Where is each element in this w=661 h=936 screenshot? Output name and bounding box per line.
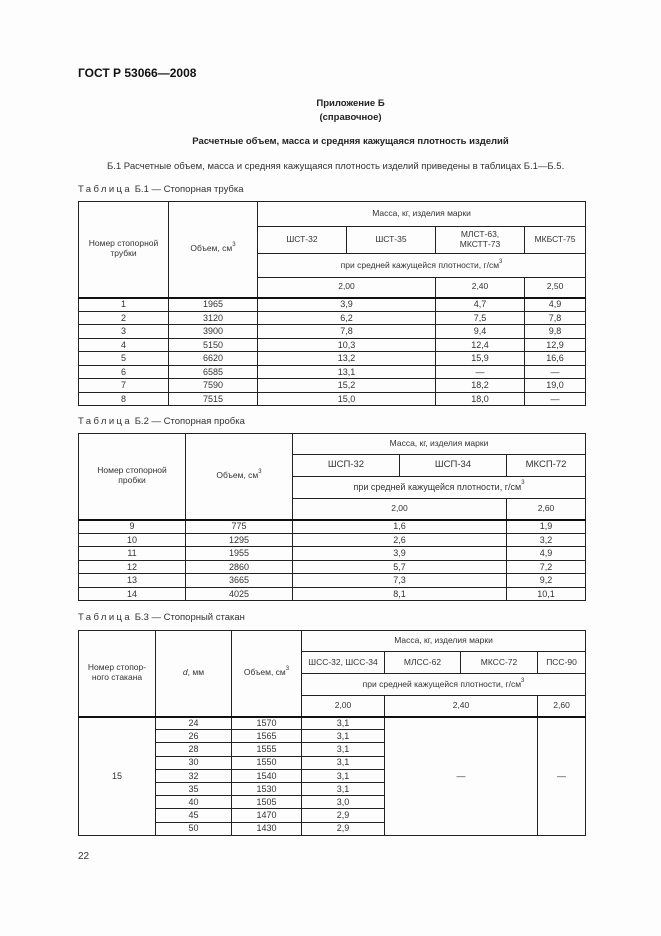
table-cell: 11: [79, 547, 186, 561]
annex-subtitle: (справочное): [319, 112, 382, 123]
table-cell: 5150: [169, 338, 258, 352]
table-cell: 19,0: [525, 379, 586, 393]
header-brand: МЛСТ-63, МКСТТ-73: [436, 227, 525, 254]
table-cell: 13,1: [258, 365, 436, 379]
table-cell: 9,4: [436, 325, 525, 339]
table-cell: 3,1: [302, 782, 385, 795]
table-cell: 16,6: [525, 352, 586, 366]
table-row: [79, 298, 586, 312]
table-row: [79, 547, 586, 561]
table1-caption: Таблица Б.1 — Стопорная трубка: [78, 184, 244, 195]
table-row: [79, 533, 586, 547]
table-cell: 2,6: [293, 533, 507, 547]
table-row: [79, 574, 586, 588]
intro-paragraph: Б.1 Расчетные объем, масса и средняя кажущаяся плотность изделий приведены в таблицах Б.1—Б.5.: [107, 161, 565, 172]
table-cell: 9,2: [507, 574, 586, 588]
table3-caption: Таблица Б.3 — Стопорный стакан: [78, 612, 245, 623]
table-row: [79, 379, 586, 393]
header-number: Номер стопор- ного стакана: [79, 631, 156, 717]
table-cell: 1565: [232, 730, 302, 743]
header-density: 2,40: [436, 278, 525, 298]
table-cell: 3,1: [302, 756, 385, 769]
table-cell: —: [538, 717, 586, 836]
header-brand: ШСС-32, ШСС-34: [302, 652, 385, 674]
table-cell: 4025: [186, 587, 293, 601]
table-cell: 1555: [232, 743, 302, 756]
table-cell: 6585: [169, 365, 258, 379]
table-cell: 1295: [186, 533, 293, 547]
table-cell: 18,0: [436, 392, 525, 406]
table-cell: 4,7: [436, 298, 525, 312]
header-density: 2,60: [507, 499, 586, 520]
table-cell: 1470: [232, 809, 302, 822]
table-cell: —: [436, 365, 525, 379]
header-mass-group: Масса, кг, изделия марки: [258, 202, 586, 227]
table-cell: 6,2: [258, 311, 436, 325]
table-cell: 4: [79, 338, 169, 352]
table-cell: 1505: [232, 796, 302, 809]
table-cell: 1430: [232, 822, 302, 835]
table-cell: 1550: [232, 756, 302, 769]
header-density-label: при средней кажущейся плотности, $г/см^3$: [293, 477, 586, 499]
header-brand: МЛСС-62: [385, 652, 461, 674]
table-cell: 13,2: [258, 352, 436, 366]
table-cell: —: [525, 392, 586, 406]
table-cell: 18,2: [436, 379, 525, 393]
table-cell: 1: [79, 298, 169, 312]
table-cell: 8,1: [293, 587, 507, 601]
header-brand: ШСП-34: [400, 455, 507, 477]
table-row: [79, 560, 586, 574]
table-row: [79, 338, 586, 352]
table-cell: 4,9: [525, 298, 586, 312]
table-row: [79, 392, 586, 406]
table2-stopper-plug: [78, 433, 586, 601]
table-cell: 9: [79, 520, 186, 534]
table-cell: —: [525, 365, 586, 379]
header-mass-group: Масса, кг, изделия марки: [302, 631, 586, 652]
table-cell: 32: [156, 769, 232, 782]
annex-title: Приложение Б: [316, 98, 385, 109]
header-density-label: при средней кажущейся плотности, $г/см^3$: [258, 254, 586, 278]
table-cell: 12,9: [525, 338, 586, 352]
page-number: 22: [78, 851, 90, 862]
table-cell: 3,1: [302, 743, 385, 756]
header-mass-group: Масса, кг, изделия марки: [293, 434, 586, 455]
header-brand: ШСП-32: [293, 455, 400, 477]
table-cell: 7,8: [525, 311, 586, 325]
header-brand: ПСС-90: [538, 652, 586, 674]
table2-caption: Таблица Б.2 — Стопорная пробка: [78, 416, 245, 427]
table3-stopper-cup: [78, 630, 586, 836]
table-cell: 7515: [169, 392, 258, 406]
document-code: ГОСТ Р 53066—2008: [78, 66, 197, 80]
table-cell: 3,0: [302, 796, 385, 809]
table-row: [79, 520, 586, 534]
table-cell: —: [385, 717, 538, 836]
table-cell: 8: [79, 392, 169, 406]
table-cell: 12,4: [436, 338, 525, 352]
table-cell: 3,1: [302, 717, 385, 730]
table-cell: 3900: [169, 325, 258, 339]
table-row: [79, 365, 586, 379]
table-cell: 2: [79, 311, 169, 325]
table-cell: 14: [79, 587, 186, 601]
table-cell: 3,1: [302, 730, 385, 743]
table1-stopper-tube: [78, 201, 586, 406]
table-cell: 15,9: [436, 352, 525, 366]
table-cell: 3: [79, 325, 169, 339]
header-density: 2,50: [525, 278, 586, 298]
table-cell: 26: [156, 730, 232, 743]
header-brand: МКБСТ-75: [525, 227, 586, 254]
table-row: [79, 325, 586, 339]
header-volume: Объем, $см^3$: [186, 434, 293, 520]
table-cell: 2,9: [302, 809, 385, 822]
header-brand: МКСС-72: [461, 652, 538, 674]
table-cell: 775: [186, 520, 293, 534]
table-cell: 1955: [186, 547, 293, 561]
table-cell: 15,2: [258, 379, 436, 393]
table-cell: 3,9: [293, 547, 507, 561]
header-number: Номер стопорной пробки: [79, 434, 186, 520]
table-cell: 1965: [169, 298, 258, 312]
table-cell: 15,0: [258, 392, 436, 406]
table-cell: 6: [79, 365, 169, 379]
table-cell: 4,9: [507, 547, 586, 561]
header-density: 2,00: [258, 278, 436, 298]
header-density: 2,00: [293, 499, 507, 520]
table-cell: 6620: [169, 352, 258, 366]
table-cell: 2860: [186, 560, 293, 574]
header-density: 2,00: [302, 696, 385, 717]
table-cell: 3120: [169, 311, 258, 325]
header-brand: ШСТ-35: [347, 227, 436, 254]
table-cell: 3665: [186, 574, 293, 588]
header-volume: Объем, $см^3$: [232, 631, 302, 717]
table-row: [79, 311, 586, 325]
table-cell: 5,7: [293, 560, 507, 574]
table-cell: 45: [156, 809, 232, 822]
header-brand: МКСП-72: [507, 455, 586, 477]
table-cell: 10,3: [258, 338, 436, 352]
header-density: 2,40: [385, 696, 538, 717]
table-row: [79, 717, 586, 730]
header-d: d, мм: [156, 631, 232, 717]
header-density-label: при средней кажущейся плотности, $г/см^3$: [302, 674, 586, 696]
table-cell: 7,2: [507, 560, 586, 574]
table-cell: 1,9: [507, 520, 586, 534]
table-cell: 3,9: [258, 298, 436, 312]
table-cell: 10: [79, 533, 186, 547]
table-cell: 30: [156, 756, 232, 769]
section-title: Расчетные объем, масса и средняя кажущаяся плотность изделий: [192, 136, 509, 147]
table-cell: 9,8: [525, 325, 586, 339]
table-row: [79, 587, 586, 601]
header-brand: ШСТ-32: [258, 227, 347, 254]
header-number: Номер стопорной трубки: [79, 202, 169, 298]
table-cell: 7,5: [436, 311, 525, 325]
table-cell: 12: [79, 560, 186, 574]
table-cell: 13: [79, 574, 186, 588]
table-cell: 3,1: [302, 769, 385, 782]
table-cell: 7: [79, 379, 169, 393]
table-cell: 1570: [232, 717, 302, 730]
table-cell: 10,1: [507, 587, 586, 601]
table-row: [79, 352, 586, 366]
table-cell: 50: [156, 822, 232, 835]
table-cell: 1,6: [293, 520, 507, 534]
table-cell: 15: [79, 717, 156, 836]
table-cell: 2,9: [302, 822, 385, 835]
table-cell: 7,3: [293, 574, 507, 588]
table-cell: 35: [156, 782, 232, 795]
table-cell: 40: [156, 796, 232, 809]
table-cell: 1540: [232, 769, 302, 782]
table-cell: 24: [156, 717, 232, 730]
header-density: 2,60: [538, 696, 586, 717]
table-cell: 7590: [169, 379, 258, 393]
table-cell: 1530: [232, 782, 302, 795]
table-cell: 3,2: [507, 533, 586, 547]
header-volume: Объем, $см^3$: [169, 202, 258, 298]
table-cell: 28: [156, 743, 232, 756]
table-cell: 5: [79, 352, 169, 366]
table-cell: 7,8: [258, 325, 436, 339]
